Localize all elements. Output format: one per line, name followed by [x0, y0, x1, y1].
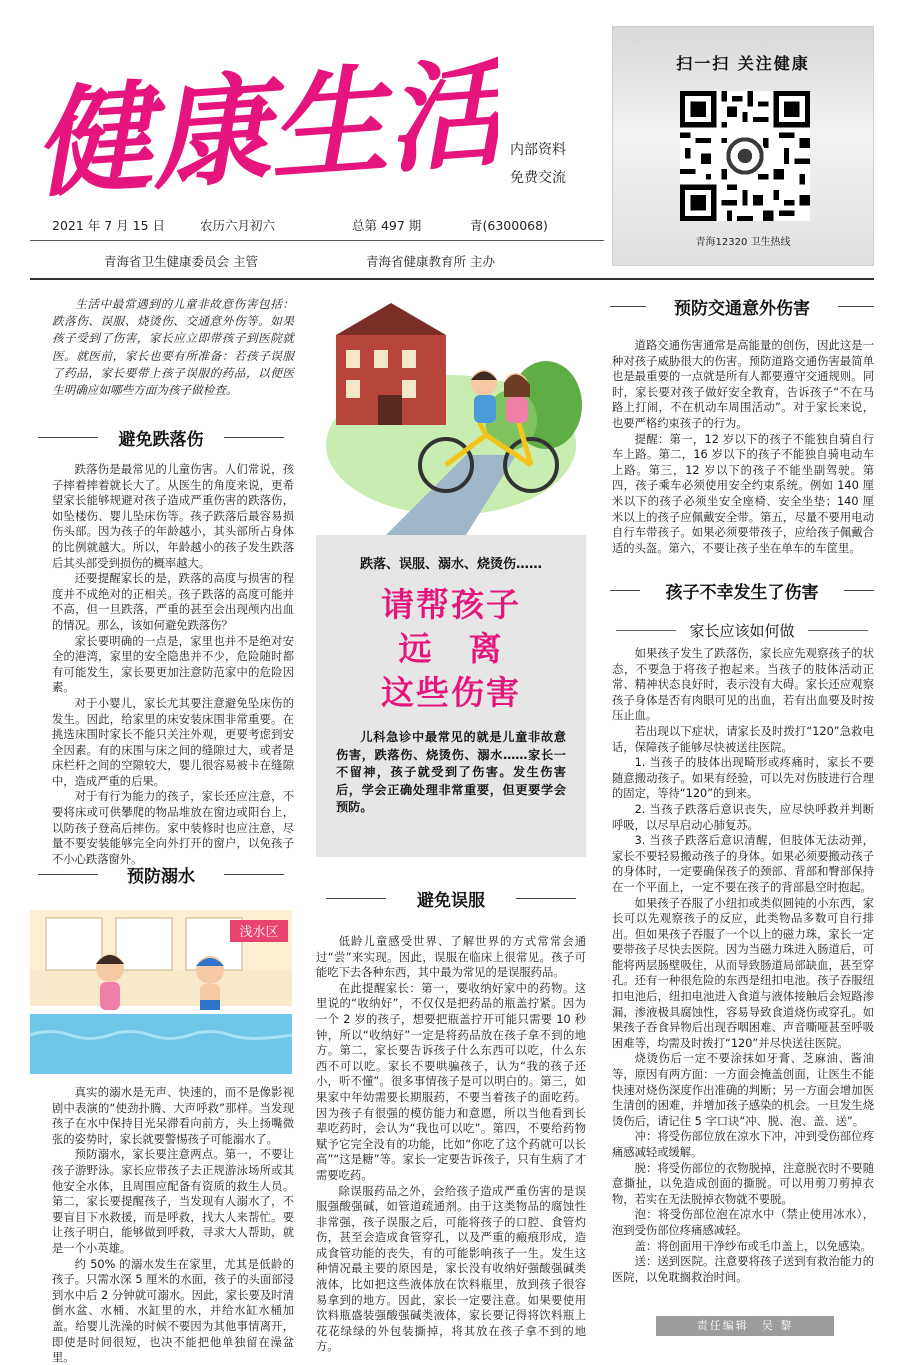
fall-paragraph: 家长要明确的一点是，家里也并不是绝对安全的港湾，家里的安全隐患并不少，危险随时都有可能发生，家长要更加注意防范家中的危险因素。 — [52, 634, 294, 695]
poison-article — [316, 934, 586, 1355]
injury-paragraph: 如果孩子吞服了小纽扣或类似圆钝的小东西，家长可以先观察孩子的反应，此类物品多数可自行排出。但如果孩子吞服了一个以上的磁力珠，家长一定要带孩子尽快去医院。因为当磁力珠进入肠道后，可能将两层肠壁吸住，从而导致肠道局部缺血，甚至穿孔。还有一种很危险的东西是纽扣电池。孩子吞服纽扣电池后，纽扣电池进入食道与液体接触后会短路渗漏，渗液极具腐蚀性，容易导致食道烧伤或穿孔。如果孩子吞食异物后出现吞咽困难、声音嘶哑甚至呼吸困难等，均需及时拨打“120”并尽快送往医院。 — [612, 896, 874, 1050]
qr-footer: 青海12320 卫生热线 — [695, 237, 791, 248]
heading-rule — [224, 437, 284, 438]
feature-text: 儿科急诊中最常见的就是儿童非故意伤害，跌落伤、烧烫伤、溺水……家长一不留神，孩子就受到了伤害。发生伤害后，学会正确处理非常重要，但更要学会预防。 — [336, 730, 566, 815]
fall-heading-text: 避免跌落伤 — [118, 430, 204, 450]
traffic-heading — [610, 294, 874, 319]
drown-heading-text: 预防溺水 — [127, 867, 195, 887]
injury-heading — [610, 578, 874, 603]
injury-paragraph: 脱：将受伤部位的衣物脱掉，注意脱衣时不要随意撕扯，以免造成创面的撕脱。可以用剪刀剪掉衣物，若实在无法脱掉衣物就不要脱。 — [612, 1161, 874, 1206]
subheading-rule — [616, 630, 676, 631]
issue-code: 青(6300068) — [470, 218, 548, 233]
heading-rule — [38, 874, 98, 875]
divider — [30, 240, 604, 241]
injury-paragraph: 1. 当孩子的肢体出现畸形或疼痛时，家长不要随意搬动孩子。如果有经验，可以先对伤肢进行合理的固定，等待“120”的到来。 — [612, 756, 874, 801]
traffic-article — [612, 338, 874, 556]
issue-lunar: 农历六月初六 — [200, 218, 276, 233]
internal-info — [510, 136, 566, 192]
masthead-logo — [28, 20, 498, 198]
traffic-paragraph: 提醒：第一，12 岁以下的孩子不能独自骑自行车上路。第二，16 岁以下的孩子不能独自骑电动车上路。第三，12 岁以下的孩子不能坐副驾驶。第四，孩子乘车必须使用安全约束系统。例如 140 厘米以下的孩子必须坐安全座椅、安全坐垫；140 厘米以上的孩子应佩戴安全带。第五，尽量不要用电动自行车带孩子。如果必须要带孩子，应给孩子佩戴合适的头盔。第六，不要让孩子坐在单车的车筐里。 — [612, 432, 874, 555]
drown-article — [52, 1085, 294, 1365]
poison-paragraph: 低龄儿童感受世界、了解世界的方式常常会通过“尝”来实现。因此，误服在临床上很常见。孩子可能吃下去各种东西，其中最为常见的是误服药品。 — [316, 935, 586, 980]
feature-subtitle: 跌落、误服、溺水、烧烫伤…… — [359, 557, 542, 572]
drown-heading — [30, 862, 292, 887]
feature-title-line: 这些伤害 — [381, 673, 521, 712]
masthead-calligraphy — [28, 20, 498, 198]
fall-paragraph: 还要提醒家长的是，跌落的高度与损害的程度并不成绝对的正相关。孩子跌落的高度可能并不高，但一旦跌落，严重的甚至会出现颅内出血的情况。那么，该如何避免跌落伤？ — [52, 572, 294, 632]
issue-date: 2021 年 7 月 15 日 — [52, 218, 166, 233]
issue-sponsor: 青海省卫生健康委员会 主管 — [104, 254, 258, 269]
fall-article — [52, 462, 294, 867]
injury-paragraph: 2. 当孩子跌落后意识丧失，应尽快呼救并判断呼吸，以尽早启动心肺复苏。 — [612, 802, 874, 832]
injury-subheading-text: 家长应该如何做 — [689, 622, 795, 640]
pool-sign-text: 浅水区 — [239, 925, 279, 940]
main-divider — [30, 278, 874, 280]
qr-code[interactable] — [680, 91, 810, 221]
poison-heading-text: 避免误服 — [417, 891, 485, 911]
heading-rule — [838, 306, 874, 307]
fall-paragraph: 对于有行为能力的孩子，家长还应注意，不要将床或可供攀爬的物品堆放在窗边或阳台上，以防孩子登高后摔伤。家中装修时也应注意，尽量不要安装能够完全向外打开的窗户，以免孩子不小心跌落窗外。 — [52, 790, 294, 866]
heading-rule — [516, 898, 576, 899]
free-label: 免费交流 — [510, 170, 566, 186]
editor-credit: 责任编辑 吴 黎 — [656, 1316, 834, 1336]
qr-code-graphic — [680, 91, 810, 221]
injury-paragraph: 烧烫伤后一定不要涂抹如牙膏、芝麻油、酱油等，原因有两方面：一方面会掩盖创面，让医生不能快速对烧伤深度作出准确的判断；另一方面会增加医生清创的困难，并增加孩子感染的机会。一旦发生烧烫伤后，请记住 5 字口诀“冲、脱、泡、盖、送”。 — [612, 1052, 874, 1128]
injury-paragraph: 泡：将受伤部位泡在凉水中（禁止使用冰水），泡到受伤部位疼痛感减轻。 — [612, 1208, 874, 1237]
issue-publisher: 青海省健康教育所 主办 — [366, 254, 495, 269]
bicycle-scene — [316, 295, 586, 535]
feature-illustration — [316, 295, 586, 535]
heading-rule — [38, 437, 98, 438]
pool-scene — [30, 910, 292, 1074]
issue-number: 总第 497 期 — [352, 218, 422, 233]
injury-heading-text: 孩子不幸发生了伤害 — [665, 583, 819, 603]
qr-panel — [612, 26, 874, 266]
traffic-paragraph: 道路交通伤害通常是高能量的创伤，因此这是一种对孩子威胁很大的伤害。预防道路交通伤害最简单也是最重要的一点就是所有人都要遵守交通规则。同时，家长要对孩子做好安全教育，告诉孩子“不在马路上打闹，不在机动车周围活动”。对于家长来说，也要严格约束孩子的行为。 — [612, 339, 874, 430]
injury-paragraph: 3. 当孩子跌落后意识清醒，但肢体无法动弹，家长不要轻易搬动孩子的身体。如果必须要搬动孩子的身体时，一定要确保孩子的颈部、背部和臀部保持在一个平面上，一定不要在孩子的背部悬空时抱起。 — [612, 834, 874, 894]
fall-heading — [30, 425, 292, 450]
heading-rule — [326, 898, 386, 899]
injury-paragraph: 盖：将创面用干净纱布或毛巾盖上，以免感染。 — [634, 1239, 872, 1253]
internal-label: 内部资料 — [510, 142, 566, 158]
poison-paragraph: 除误服药品之外，会给孩子造成严重伤害的是误服强酸强碱，如管道疏通剂。由于这类物品的腐蚀性非常强，孩子误服之后，可能将孩子的口腔、食管灼伤，甚至会造成食管穿孔，以及严重的瘢痕形成，造成食管功能的丧失，有的可能影响孩子一生。发生这种情况最主要的原因是，家长没有收纳好强酸强碱类液体，比如把这些液体放在饮料瓶里，放到孩子很容易拿到的地方。因此，家长一定要注意。如果要使用饮料瓶盛装强酸强碱类液体，家长要记得将饮料瓶上花花绿绿的外包装撕掉，将其放在孩子拿不到的地方。 — [316, 1184, 586, 1354]
heading-rule — [844, 590, 874, 591]
heading-rule — [610, 590, 640, 591]
subheading-rule — [808, 630, 868, 631]
drown-paragraph: 预防溺水，家长要注意两点。第一，不要让孩子游野泳。家长应带孩子去正规游泳场所或其他安全水体，且周围应配备有资质的救生人员。第二，家长要提醒孩子，当发现有人溺水了，不要盲目下水救援，而是呼救，找大人来帮忙。要让孩子明白，能够做到呼救，寻求大人帮助，就是一个小英雄。 — [52, 1148, 294, 1255]
injury-article — [612, 646, 874, 1285]
poison-paragraph: 在此提醒家长：第一，要收纳好家中的药物。这里说的“收纳好”，不仅仅是把药品的瓶盖拧紧。因为一个 2 岁的孩子，想要把瓶盖拧开可能只需要 10 秒钟，所以“收纳好”一定是将药品放在孩子拿不到的地方。第二，家长要告诉孩子什么东西可以吃，什么东西不可以吃。家长不要哄骗孩子，认为“我的孩子还小，听不懂”。很多事情孩子是可以明白的。第三，如果家中年幼需要长期服药，不要当着孩子的面吃药。因为孩子有很强的模仿能力和意愿，所以当他看到长辈吃药时，会认为“我也可以吃”。第四，不要给药物赋予它完全没有的功能，比如“你吃了这个药就可以长高”“这是糖”等。家长一定要告诉孩子，只有生病了才需要吃药。 — [316, 981, 586, 1182]
feature-title-line: 远 离 — [398, 629, 504, 668]
pool-illustration — [30, 910, 292, 1074]
traffic-heading-text: 预防交通意外伤害 — [674, 299, 810, 319]
injury-paragraph: 冲：将受伤部位放在凉水下冲，冲到受伤部位疼痛感减轻或缓解。 — [612, 1130, 874, 1159]
intro-text: 生活中最常遇到的儿童非故意伤害包括：跌落伤、误服、烧烫伤、交通意外伤等。如果孩子受到了伤害，家长应立即带孩子到医院就医。就医前，家长也要有所准备：若孩子误服了药品，家长要带上孩子误服的药品，以便医生明确应如哪些方面为孩子做检查。 — [52, 297, 294, 398]
injury-paragraph: 若出现以下症状，请家长及时拨打“120”急救电话，保障孩子能够尽快被送往医院。 — [612, 724, 874, 754]
drown-paragraph: 真实的溺水是无声、快速的，而不是像影视剧中表演的“使劲扑腾、大声呼救”那样。当发现孩子在水中保持目光呆滞看向前方，头上扬嘴微张的姿势时，家长就要警惕孩子可能溺水了。 — [52, 1086, 294, 1146]
qr-heading: 扫一扫 关注健康 — [676, 54, 810, 73]
feature-title — [316, 583, 586, 715]
fall-paragraph: 跌落伤是最常见的儿童伤害。人们常说，孩子摔着摔着就长大了。从医生的角度来说，更希望家长能够规避对孩子造成严重伤害的跌落伤，如坠楼伤、婴儿坠床伤等。孩子跌落后最容易损伤头部。因为孩子的年龄越小，其头部所占身体的比例就越大。所以，年龄越小的孩子发生跌落后其头部受到损伤的概率越大。 — [52, 463, 294, 570]
masthead-title-text: 健康生活 — [29, 42, 498, 198]
injury-subheading — [610, 620, 874, 641]
heading-rule — [224, 874, 284, 875]
fall-paragraph: 对于小婴儿，家长尤其要注意避免坠床伤的发生。因此，给家里的床安装床围非常重要。在挑选床围时家长不能只关注外观，更要考虑到安全因素。有的床围与床之间的缝隙过大，或者是床栏杆之间的空隙较大，婴儿很容易被卡在缝隙中，造成严重的后果。 — [52, 696, 294, 788]
heading-rule — [610, 306, 646, 307]
injury-paragraph: 送：送到医院。注意要将孩子送到有救治能力的医院，以免耽搁救治时间。 — [612, 1255, 874, 1284]
injury-paragraph: 如果孩子发生了跌落伤，家长应先观察孩子的状态，不要急于将孩子抱起来。当孩子的肢体活动正常、精神状态良好时，表示没有大碍。家长还应观察孩子身体是否有肉眼可见的出血，若有出血要及时按压止血。 — [612, 647, 874, 723]
intro-block — [52, 296, 294, 399]
drown-paragraph: 约 50% 的溺水发生在家里，尤其是低龄的孩子。只需水深 5 厘米的水面，孩子的头面部浸到水中后 2 分钟就可溺水。因此，家长要及时清倒水盆、水桶、水缸里的水，并给水缸水桶加盖。给婴儿洗澡的时候不要因为其他事情离开，即使是时间很短，也决不能把他单独留在澡盆里。 — [52, 1257, 294, 1365]
feature-title-line: 请帮孩子 — [381, 585, 521, 624]
poison-heading — [316, 886, 586, 911]
feature-box — [316, 295, 586, 857]
